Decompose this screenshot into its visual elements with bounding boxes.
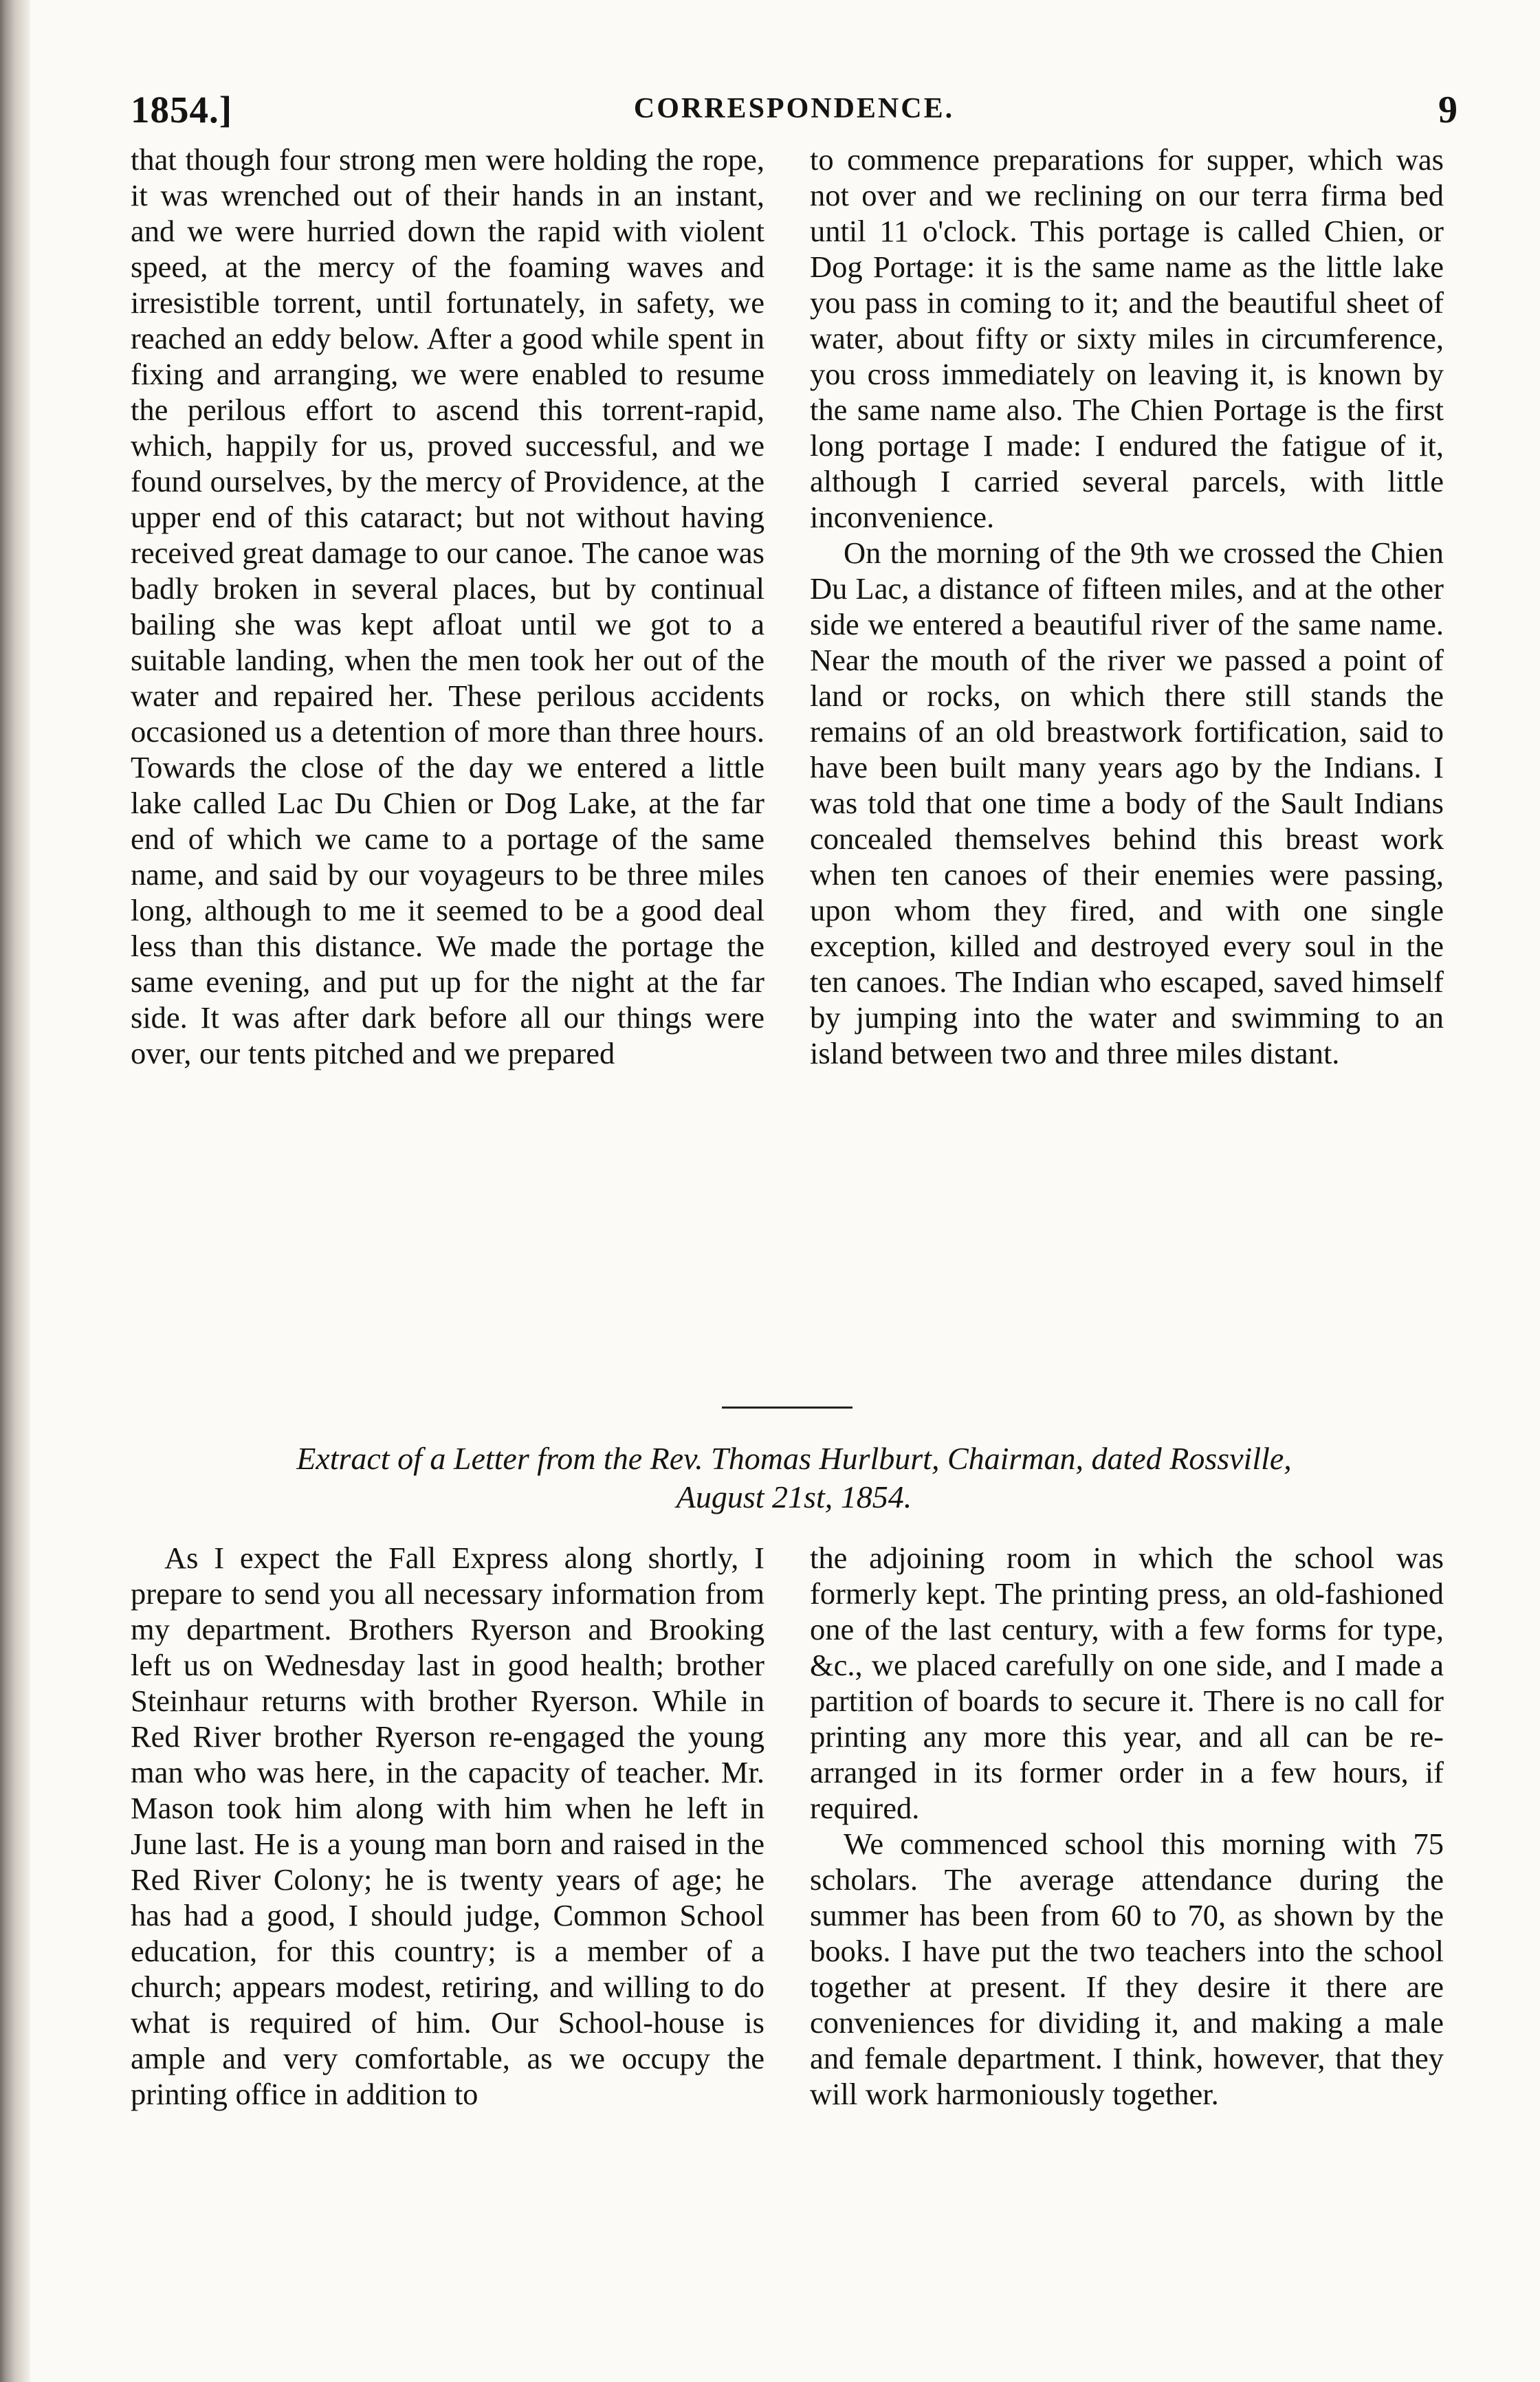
- article2-right-paragraph-2: We commenced school this morning with 75 scholars. The average attendance during the summer has been from 60 to 70, as shown by the books. I have put the two teachers into the school together at present. If they desire it there are conveniences for dividing it, and making a male and female department. I think, however, that they will work harmoniously together.: [810, 1827, 1444, 2111]
- article2-column-right: [810, 1540, 1444, 2112]
- article1-left-paragraph: that though four strong men were holding the rope, it was wrenched out of their hands in an instant, and we were hurried down the rapid with violent speed, at the mercy of the foaming waves and irresistible torrent, until fortunately, in safety, we reached an eddy below. After a good while spent in fixing and arranging, we were enabled to resume the perilous effort to ascend this torrent-rapid, which, happily for us, proved successful, and we found ourselves, by the mercy of Providence, at the upper end of this cataract; but not without having received great damage to our canoe. The canoe was badly broken in several places, but by continual bailing she was kept afloat until we got to a suitable landing, when the men took her out of the water and repaired her. These perilous accidents occasioned us a detention of more than three hours. Towards the close of the day we entered a little lake called Lac Du Chien or Dog Lake, at the far end of which we came to a portage of the same name, and said by our voyageurs to be three miles long, although to me it seemed to be a good deal less than this distance. We made the portage the same evening, and put up for the night at the far side. It was after dark before all our things were over, our tents pitched and we prepared: [131, 142, 764, 1070]
- article1-column-right: [810, 142, 1444, 1071]
- section-divider: [722, 1407, 852, 1409]
- article1-right-paragraph-2: On the morning of the 9th we crossed the Chien Du Lac, a distance of fifteen miles, and at the other side we entered a beautiful river of the same name. Near the mouth of the river we passed a point of land or rocks, on which there still stands the remains of an old breastwork fortification, said to have been built many years ago by the Indians. I was told that one time a body of the Sault Indians concealed themselves behind this breast work when ten canoes of their enemies were passing, upon whom they fired, and with one single exception, killed and destroyed every soul in the ten canoes. The Indian who escaped, saved himself by jumping into the water and swimming to an island between two and three miles distant.: [810, 536, 1444, 1070]
- letter-caption-line-2: August 21st, 1854.: [676, 1479, 912, 1514]
- article1-right-paragraph-1: to commence preparations for supper, which was not over and we reclining on our terra firma bed until 11 o'clock. This portage is called Chien, or Dog Portage: it is the same name as the little lake you pass in coming to it; and the beautiful sheet of water, about fifty or sixty miles in circumference, you cross immediately on leaving it, is known by the same name also. The Chien Portage is the first long portage I made: I endured the fatigue of it, although I carried several parcels, with little inconvenience.: [810, 142, 1444, 534]
- letter-caption-line-1: Extract of a Letter from the Rev. Thomas Hurlburt, Chairman, dated Rossville,: [296, 1441, 1292, 1476]
- page-binding-edge: [0, 0, 30, 2382]
- header-year: 1854.]: [131, 89, 233, 131]
- article2-left-paragraph: As I expect the Fall Express along shortly, I prepare to send you all necessary information from my department. Brothers Ryerson and Brooking left us on Wednesday last in good health; brother Steinhaur returns with brother Ryerson. While in Red River brother Ryerson re-engaged the young man who was here, in the capacity of teacher. Mr. Mason took him along with him when he left in June last. He is a young man born and raised in the Red River Colony; he is twenty years of age; he has had a good, I should judge, Common School education, for this country; is a member of a church; appears modest, retiring, and willing to do what is required of him. Our School-house is ample and very comfortable, as we occupy the printing office in addition to: [131, 1541, 764, 2111]
- article1-column-left: [131, 142, 764, 1071]
- running-header: [131, 88, 1458, 136]
- page-number: 9: [1438, 89, 1458, 131]
- header-title: CORRESPONDENCE.: [633, 93, 955, 124]
- article2-column-left: [131, 1540, 764, 2112]
- letter-caption: [131, 1440, 1458, 1517]
- article2-right-paragraph-1: the adjoining room in which the school was formerly kept. The printing press, an old-fashioned one of the last century, with a few forms for type, &c., we placed carefully on one side, and I made a partition of boards to secure it. There is no call for printing any more this year, and all can be re-arranged in its former order in a few hours, if required.: [810, 1541, 1444, 1825]
